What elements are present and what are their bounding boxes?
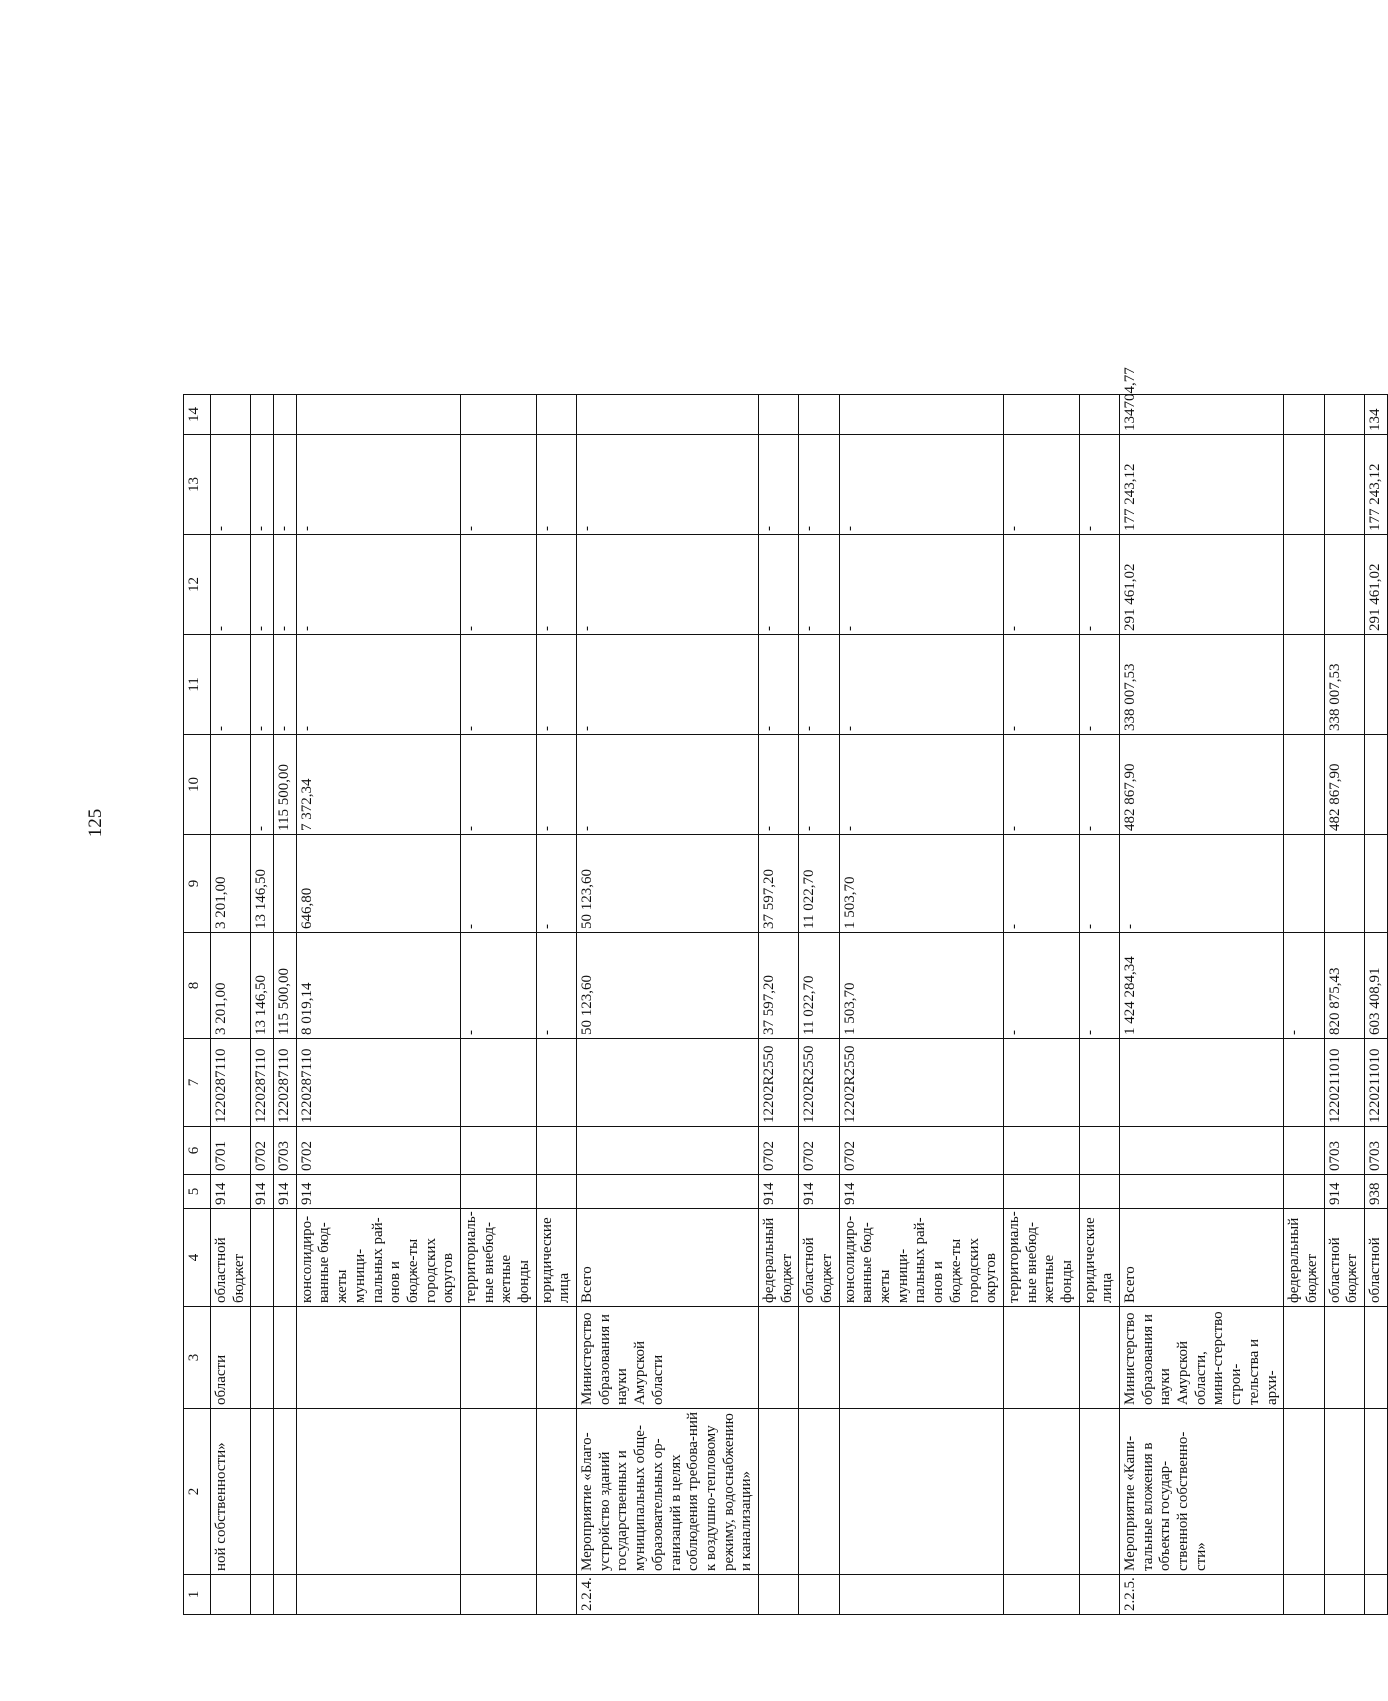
column-header: 8: [184, 933, 211, 1039]
table-cell-col-14: [251, 395, 274, 435]
table-cell-col-4: областной бюджет: [211, 1209, 251, 1307]
table-cell-col-5: [1079, 1175, 1119, 1209]
table-cell-col-7: 1220287110: [274, 1039, 297, 1127]
table-cell-col-13: -: [296, 435, 460, 535]
table-cell-col-11: -: [577, 635, 759, 735]
table-cell-col-3: [1364, 1307, 1387, 1409]
table-cell-col-7: 1220287110: [296, 1039, 460, 1127]
table-cell-col-10: -: [536, 735, 576, 835]
table-cell-col-14: 134704,77: [1120, 395, 1284, 435]
table-cell-col-12: -: [251, 535, 274, 635]
table-cell-col-12: -: [839, 535, 1003, 635]
table-row: [274, 395, 297, 1615]
table-cell-col-7: [1284, 1039, 1324, 1127]
table-cell-col-5: 914: [211, 1175, 251, 1209]
table-cell-col-8: -: [536, 933, 576, 1039]
table-cell-col-11: -: [839, 635, 1003, 735]
table-cell-col-4: федеральный бюджет: [758, 1209, 798, 1307]
table-cell-col-9: -: [1079, 835, 1119, 933]
column-header: 10: [184, 735, 211, 835]
table-cell-col-11: -: [460, 635, 536, 735]
table-cell-col-13: [1324, 435, 1364, 535]
column-header: 2: [184, 1409, 211, 1575]
table-cell-col-9: 37 597,20: [758, 835, 798, 933]
table-cell-col-2: Мероприятие «Благо-устройство зданий государственных и муниципальных обще-образовательных ор-ганизаций в целях соблюдения требова-ний к воздушно-тепловому режиму, водоснабжению и канализации»: [577, 1409, 759, 1575]
table-cell-col-8: 11 022,70: [799, 933, 839, 1039]
table-cell-col-5: 914: [274, 1175, 297, 1209]
table-cell-col-6: 0703: [274, 1127, 297, 1175]
table-cell-col-13: 177 243,12: [1364, 435, 1387, 535]
table-cell-col-6: 0702: [839, 1127, 1003, 1175]
table-cell-col-6: 0702: [799, 1127, 839, 1175]
table-cell-col-3: [1003, 1307, 1079, 1409]
table-cell-col-11: -: [1079, 635, 1119, 735]
table-cell-col-3: [799, 1307, 839, 1409]
table-row: [1003, 395, 1079, 1615]
column-header: 1: [184, 1575, 211, 1615]
table-cell-col-3: [1079, 1307, 1119, 1409]
table-cell-col-13: -: [1079, 435, 1119, 535]
table-cell-col-13: -: [274, 435, 297, 535]
table-cell-col-8: 115 500,00: [274, 933, 297, 1039]
table-cell-col-5: [1120, 1175, 1284, 1209]
table-cell-col-2: [839, 1409, 1003, 1575]
table-body: [211, 367, 1388, 1615]
table-cell-col-10: -: [251, 735, 274, 835]
table-cell-col-11: [1364, 635, 1387, 735]
table-cell-col-4: [251, 1209, 274, 1307]
table-cell-col-1: [1324, 1575, 1364, 1615]
table-cell-col-6: 0703: [1324, 1127, 1364, 1175]
table-cell-col-10: -: [1079, 735, 1119, 835]
table-cell-col-4: федеральный бюджет: [1284, 1209, 1324, 1307]
table-cell-col-5: 914: [799, 1175, 839, 1209]
table-cell-col-12: [1284, 535, 1324, 635]
budget-table: [183, 367, 1388, 1615]
table-cell-col-10: 482 867,90: [1120, 735, 1284, 835]
table-cell-col-1: [536, 1575, 576, 1615]
table-cell-col-8: 37 597,20: [758, 933, 798, 1039]
table-cell-col-13: 177 243,12: [1120, 435, 1284, 535]
table-cell-col-3: [460, 1307, 536, 1409]
column-header: 11: [184, 635, 211, 735]
table-cell-col-2: [274, 1409, 297, 1575]
header-row: [184, 395, 211, 1615]
table-cell-col-10: [1364, 735, 1387, 835]
table-cell-col-4: юридические лица: [1079, 1209, 1119, 1307]
table-cell-col-9: 3 201,00: [211, 835, 251, 933]
table-cell-col-3: Министерство образования и науки Амурской области, мини-стерство строи-тельства и архи-: [1120, 1307, 1284, 1409]
table-cell-col-9: [1364, 835, 1387, 933]
table-row: [251, 395, 274, 1615]
table-cell-col-3: Министерство образования и науки Амурской области: [577, 1307, 759, 1409]
table-cell-col-8: -: [1003, 933, 1079, 1039]
table-cell-col-11: -: [251, 635, 274, 735]
table-cell-col-1: [296, 1575, 460, 1615]
table-cell-col-3: [839, 1307, 1003, 1409]
table-cell-col-7: [1120, 1039, 1284, 1127]
table-cell-col-12: -: [296, 535, 460, 635]
table-cell-col-5: 914: [1324, 1175, 1364, 1209]
table-cell-col-14: [1003, 395, 1079, 435]
table-cell-col-14: [536, 395, 576, 435]
table-cell-col-14: [799, 395, 839, 435]
table-cell-col-7: 12202R2550: [839, 1039, 1003, 1127]
table-cell-col-7: 12202R2550: [799, 1039, 839, 1127]
table-row: [577, 395, 759, 1615]
table-cell-col-10: -: [577, 735, 759, 835]
table-cell-col-4: [274, 1209, 297, 1307]
table-cell-col-1: [1079, 1575, 1119, 1615]
table-cell-col-4: Всего: [577, 1209, 759, 1307]
table-cell-col-10: [1284, 735, 1324, 835]
table-cell-col-13: -: [1003, 435, 1079, 535]
table-cell-col-10: -: [1003, 735, 1079, 835]
table-cell-col-3: [1324, 1307, 1364, 1409]
table-cell-col-9: [1284, 835, 1324, 933]
table-cell-col-7: [1079, 1039, 1119, 1127]
table-cell-col-14: [839, 395, 1003, 435]
table-cell-col-14: [274, 395, 297, 435]
table-cell-col-6: [1120, 1127, 1284, 1175]
table-cell-col-11: -: [1003, 635, 1079, 735]
table-row: [1079, 395, 1119, 1615]
table-cell-col-12: -: [577, 535, 759, 635]
table-cell-col-3: [758, 1307, 798, 1409]
table-row: [460, 395, 536, 1615]
table-cell-col-8: -: [1284, 933, 1324, 1039]
table-cell-col-2: [296, 1409, 460, 1575]
table-cell-col-11: [1284, 635, 1324, 735]
table-cell-col-10: 482 867,90: [1324, 735, 1364, 835]
table-cell-col-9: 13 146,50: [251, 835, 274, 933]
table-cell-col-6: [536, 1127, 576, 1175]
table-row: [799, 395, 839, 1615]
table-cell-col-4: Всего: [1120, 1209, 1284, 1307]
table-cell-col-6: [1079, 1127, 1119, 1175]
table-cell-col-2: [1003, 1409, 1079, 1575]
table-cell-col-5: [1284, 1175, 1324, 1209]
table-cell-col-6: [1284, 1127, 1324, 1175]
table-cell-col-1: [1284, 1575, 1324, 1615]
table-cell-col-2: [460, 1409, 536, 1575]
table-cell-col-9: [274, 835, 297, 933]
table-cell-col-7: 1220287110: [251, 1039, 274, 1127]
table-cell-col-2: [799, 1409, 839, 1575]
table-cell-col-11: -: [536, 635, 576, 735]
table-cell-col-9: 11 022,70: [799, 835, 839, 933]
table-cell-col-1: 2.2.4.: [577, 1575, 759, 1615]
table-cell-col-10: -: [460, 735, 536, 835]
table-cell-col-5: 914: [251, 1175, 274, 1209]
table-cell-col-2: ной собственности»: [211, 1409, 251, 1575]
table-cell-col-8: 13 146,50: [251, 933, 274, 1039]
table-cell-col-13: -: [577, 435, 759, 535]
table-cell-col-3: [536, 1307, 576, 1409]
column-header: 14: [184, 395, 211, 435]
table-cell-col-13: -: [211, 435, 251, 535]
table-cell-col-4: консолидиро-ванные бюд-жеты муници-пальных рай-онов и бюдже-ты городских округов: [839, 1209, 1003, 1307]
table-cell-col-7: [577, 1039, 759, 1127]
table-cell-col-13: [1284, 435, 1324, 535]
table-cell-col-8: 1 424 284,34: [1120, 933, 1284, 1039]
table-cell-col-10: [211, 735, 251, 835]
table-cell-col-11: -: [296, 635, 460, 735]
table-cell-col-13: -: [758, 435, 798, 535]
table-cell-col-8: 8 019,14: [296, 933, 460, 1039]
table-cell-col-10: 7 372,34: [296, 735, 460, 835]
column-header: 6: [184, 1127, 211, 1175]
column-header: 5: [184, 1175, 211, 1209]
table-cell-col-1: 2.2.5.: [1120, 1575, 1284, 1615]
table-cell-col-4: областной бюджет: [1324, 1209, 1364, 1307]
table-row: [1364, 395, 1387, 1615]
table-cell-col-8: -: [1079, 933, 1119, 1039]
table-cell-col-14: [1324, 395, 1364, 435]
table-cell-col-12: 291 461,02: [1120, 535, 1284, 635]
table-cell-col-7: 12202R2550: [758, 1039, 798, 1127]
table-cell-col-9: -: [460, 835, 536, 933]
table-cell-col-2: [758, 1409, 798, 1575]
table-cell-col-3: [251, 1307, 274, 1409]
table-cell-col-3: [1284, 1307, 1324, 1409]
table-row: [296, 395, 460, 1615]
table-cell-col-2: Мероприятие «Капи-тальные вложения в объекты государ-ственной собственно-сти»: [1120, 1409, 1284, 1575]
table-cell-col-6: 0702: [758, 1127, 798, 1175]
table-cell-col-11: -: [211, 635, 251, 735]
table-cell-col-12: -: [460, 535, 536, 635]
table-cell-col-3: [296, 1307, 460, 1409]
table-cell-col-8: -: [460, 933, 536, 1039]
table-cell-col-4: территориаль-ные внебюд-жетные фонды: [1003, 1209, 1079, 1307]
table-cell-col-12: -: [1003, 535, 1079, 635]
table-cell-col-9: 646,80: [296, 835, 460, 933]
table-cell-col-3: [274, 1307, 297, 1409]
table-cell-col-5: 914: [296, 1175, 460, 1209]
table-cell-col-14: 134: [1364, 395, 1387, 435]
table-cell-col-10: -: [799, 735, 839, 835]
table-cell-col-9: -: [536, 835, 576, 933]
table-cell-col-5: [460, 1175, 536, 1209]
table-cell-col-6: 0702: [251, 1127, 274, 1175]
column-header: 12: [184, 535, 211, 635]
table-row: [1324, 395, 1364, 1615]
table-cell-col-6: [1003, 1127, 1079, 1175]
table-cell-col-6: [577, 1127, 759, 1175]
table-cell-col-2: [1324, 1409, 1364, 1575]
table-cell-col-10: 115 500,00: [274, 735, 297, 835]
table-cell-col-12: -: [211, 535, 251, 635]
table-cell-col-7: [1003, 1039, 1079, 1127]
table-cell-col-1: [1003, 1575, 1079, 1615]
table-cell-col-14: [296, 395, 460, 435]
table-cell-col-13: -: [251, 435, 274, 535]
table-cell-col-9: 1 503,70: [839, 835, 1003, 933]
table-cell-col-1: [1364, 1575, 1387, 1615]
table-cell-col-1: [274, 1575, 297, 1615]
table-cell-col-1: [211, 1575, 251, 1615]
table-cell-col-7: 1220211010: [1324, 1039, 1364, 1127]
table-row: [211, 395, 251, 1615]
table-cell-col-5: [577, 1175, 759, 1209]
column-header: 4: [184, 1209, 211, 1307]
table-cell-col-13: -: [799, 435, 839, 535]
table-cell-col-4: областной бюджет: [799, 1209, 839, 1307]
table-cell-col-8: 820 875,43: [1324, 933, 1364, 1039]
table-cell-col-14: [758, 395, 798, 435]
table-cell-col-6: 0703: [1364, 1127, 1387, 1175]
table-cell-col-8: 3 201,00: [211, 933, 251, 1039]
table-cell-col-9: [1324, 835, 1364, 933]
table-cell-col-5: 938: [1364, 1175, 1387, 1209]
table-cell-col-6: 0701: [211, 1127, 251, 1175]
table-row: [1120, 395, 1284, 1615]
table-cell-col-14: [211, 395, 251, 435]
column-header: 7: [184, 1039, 211, 1127]
table-cell-col-13: -: [839, 435, 1003, 535]
table-cell-col-1: [251, 1575, 274, 1615]
table-cell-col-7: 1220287110: [211, 1039, 251, 1127]
table-cell-col-7: 1220211010: [1364, 1039, 1387, 1127]
column-header: 9: [184, 835, 211, 933]
table-cell-col-1: [460, 1575, 536, 1615]
table-cell-col-12: -: [1079, 535, 1119, 635]
table-cell-col-11: -: [799, 635, 839, 735]
table-cell-col-11: 338 007,53: [1324, 635, 1364, 735]
table-cell-col-12: -: [799, 535, 839, 635]
table-cell-col-2: [1284, 1409, 1324, 1575]
rotated-table-container: [183, 367, 1383, 1615]
table-cell-col-14: [460, 395, 536, 435]
table-cell-col-6: 0702: [296, 1127, 460, 1175]
table-cell-col-9: -: [1120, 835, 1284, 933]
column-header: 13: [184, 435, 211, 535]
table-row: [839, 395, 1003, 1615]
table-cell-col-13: -: [536, 435, 576, 535]
table-cell-col-12: -: [758, 535, 798, 635]
table-cell-col-6: [460, 1127, 536, 1175]
table-cell-col-7: [536, 1039, 576, 1127]
table-cell-col-7: [460, 1039, 536, 1127]
table-cell-col-5: [536, 1175, 576, 1209]
table-row: [536, 395, 576, 1615]
table-cell-col-12: -: [274, 535, 297, 635]
table-cell-col-5: 914: [839, 1175, 1003, 1209]
table-cell-col-4: юридические лица: [536, 1209, 576, 1307]
table-cell-col-11: -: [274, 635, 297, 735]
table-cell-col-4: консолидиро-ванные бюд-жеты муници-пальных рай-онов и бюдже-ты городских округов: [296, 1209, 460, 1307]
table-cell-col-5: 914: [758, 1175, 798, 1209]
table-cell-col-4: областной: [1364, 1209, 1387, 1307]
table-cell-col-2: [1364, 1409, 1387, 1575]
table-cell-col-9: 50 123,60: [577, 835, 759, 933]
table-cell-col-8: 50 123,60: [577, 933, 759, 1039]
table-cell-col-2: [251, 1409, 274, 1575]
page-number: 125: [85, 808, 106, 838]
table-cell-col-1: [799, 1575, 839, 1615]
table-cell-col-2: [1079, 1409, 1119, 1575]
table-cell-col-13: -: [460, 435, 536, 535]
table-cell-col-12: -: [536, 535, 576, 635]
table-cell-col-4: территориаль-ные внебюд-жетные фонды: [460, 1209, 536, 1307]
table-cell-col-11: 338 007,53: [1120, 635, 1284, 735]
column-header: 3: [184, 1307, 211, 1409]
table-cell-col-14: [577, 395, 759, 435]
table-cell-col-12: [1324, 535, 1364, 635]
table-cell-col-8: 603 408,91: [1364, 933, 1387, 1039]
table-cell-col-1: [839, 1575, 1003, 1615]
table-cell-col-14: [1284, 395, 1324, 435]
table-cell-col-5: [1003, 1175, 1079, 1209]
table-cell-col-8: 1 503,70: [839, 933, 1003, 1039]
table-cell-col-3: области: [211, 1307, 251, 1409]
table-cell-col-14: [1079, 395, 1119, 435]
table-cell-col-2: [536, 1409, 576, 1575]
table-cell-col-10: -: [758, 735, 798, 835]
table-cell-col-1: [758, 1575, 798, 1615]
table-row: [1284, 395, 1324, 1615]
table-cell-col-11: -: [758, 635, 798, 735]
table-row: [758, 395, 798, 1615]
table-cell-col-10: -: [839, 735, 1003, 835]
table-cell-col-9: -: [1003, 835, 1079, 933]
table-cell-col-12: 291 461,02: [1364, 535, 1387, 635]
